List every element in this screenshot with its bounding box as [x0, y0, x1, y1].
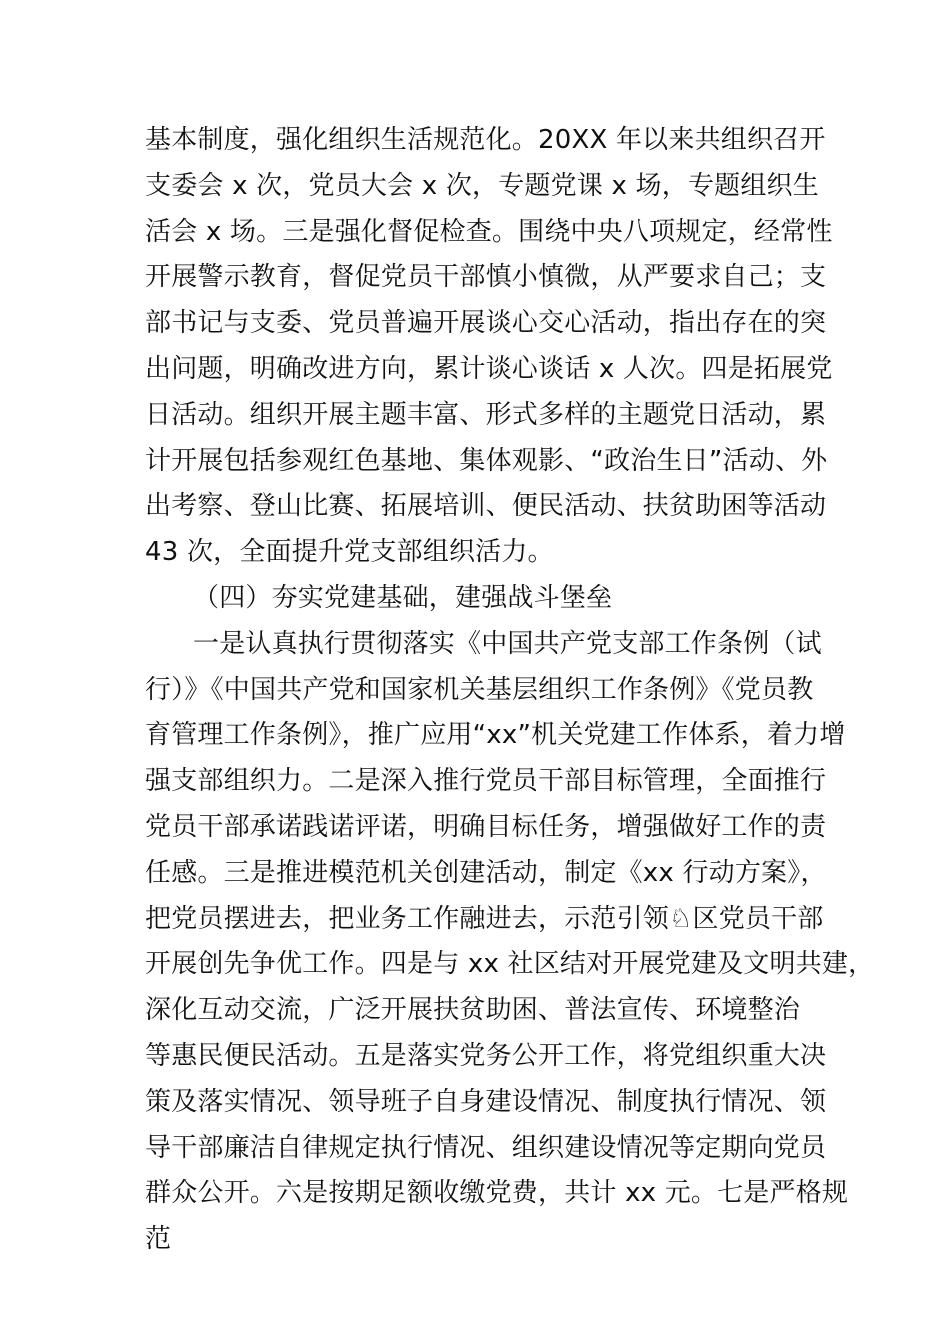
paragraph-line: 强支部组织力。二是深入推行党员干部目标管理，全面推行 — [145, 766, 827, 797]
paragraph-line: 部书记与支委、党员普遍开展谈心交心活动，指出存在的突 — [145, 308, 827, 339]
paragraph-line: 开展创先争优工作。四是与 xx 社区结对开展党建及文明共建， — [145, 949, 875, 980]
paragraph-line: 出考察、登山比赛、拓展培训、便民活动、扶贫助困等活动 — [145, 491, 827, 522]
paragraph-line: 43 次，全面提升党支部组织活力。 — [145, 537, 554, 568]
paragraph-line: 范 — [145, 1224, 172, 1255]
paragraph-line: 策及落实情况、领导班子自身建设情况、制度执行情况、领 — [145, 1086, 827, 1117]
paragraph-line: 基本制度，强化组织生活规范化。20XX 年以来共组织召开 — [145, 125, 826, 155]
paragraph-line: 开展警示教育，督促党员干部慎小慎微，从严要求自己；支 — [145, 262, 827, 293]
paragraph-line: 支委会 x 次，党员大会 x 次，专题党课 x 场，专题组织生 — [145, 170, 819, 201]
paragraph-line: 党员干部承诺践诺评诺，明确目标任务，增强做好工作的责 — [145, 811, 827, 842]
document-body — [145, 118, 875, 1263]
paragraph-line: 育管理工作条例》，推广应用“xx”机关党建工作体系，着力增 — [145, 720, 846, 751]
section-heading: （四）夯实党建基础，建强战斗堡垒 — [193, 582, 613, 613]
paragraph-line: 深化互动交流，广泛开展扶贫助困、普法宣传、环境整治 — [145, 995, 801, 1026]
paragraph-line: 日活动。组织开展主题丰富、形式多样的主题党日活动，累 — [145, 399, 827, 430]
paragraph-line: 群众公开。六是按期足额收缴党费，共计 xx 元。七是严格规 — [145, 1178, 849, 1209]
paragraph-line: 一是认真执行贯彻落实《中国共产党支部工作条例（试 — [193, 628, 822, 659]
paragraph-line: 任感。三是推进模范机关创建活动，制定《xx 行动方案》， — [145, 857, 827, 888]
paragraph-line: 等惠民便民活动。五是落实党务公开工作，将党组织重大决 — [145, 1040, 827, 1071]
paragraph-line: 出问题，明确改进方向，累计谈心谈话 x 人次。四是拓展党 — [145, 353, 833, 384]
paragraph-line: 行）》《中国共产党和国家机关基层组织工作条例》《党员教 — [145, 674, 814, 705]
paragraph-line: 活会 x 场。三是强化督促检查。围绕中央八项规定，经常性 — [145, 216, 833, 247]
paragraph-line: 导干部廉洁自律规定执行情况、组织建设情况等定期向党员 — [145, 1132, 827, 1163]
paragraph-line: 把党员摆进去，把业务工作融进去，示范引领♘区党员干部 — [145, 903, 824, 934]
paragraph-line: 计开展包括参观红色基地、集体观影、“政治生日”活动、外 — [145, 445, 828, 476]
